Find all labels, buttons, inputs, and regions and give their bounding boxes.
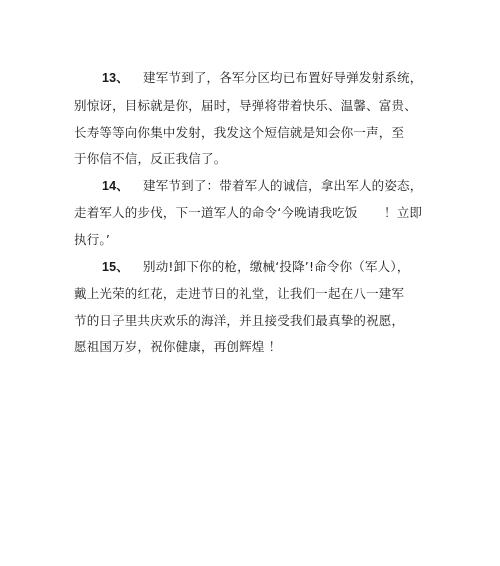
paragraph-13-line-4: 于你信不信，反正我信了。 [74, 151, 227, 166]
paragraph-15-line-4: 愿祖国万岁，祝你健康，再创辉煌 ！ [74, 339, 282, 354]
paragraph-13-text-1: 建军节到了，各军分区均已布置好导弹发射系统， [143, 70, 423, 85]
paragraph-13-number: 13、 [102, 71, 130, 85]
paragraph-15-text-1: 别动!卸下你的枪，缴械‘投降’!命令你（军人）， [143, 259, 410, 274]
paragraph-15-number: 15、 [102, 260, 130, 274]
paragraph-15-line-1 [102, 259, 410, 275]
paragraph-14-text-1: 建军节到了：带着军人的诚信，拿出军人的姿态， [143, 178, 423, 193]
paragraph-13-line-2: 别惊讶，目标就是你，届时，导弹将带着快乐、温馨、富贵、 [74, 98, 417, 113]
paragraph-13-line-3: 长寿等等向你集中发射，我发这个短信就是知会你一声，至 [74, 125, 405, 140]
paragraph-14-line-3: 执行。’ [74, 232, 111, 247]
paragraph-14-number: 14、 [102, 179, 130, 193]
paragraph-14-line-2-tail: ！立即 [384, 205, 423, 220]
paragraph-14-line-1 [102, 178, 422, 194]
paragraph-13-line-1 [102, 70, 422, 86]
paragraph-15-line-2: 戴上光荣的红花，走进节日的礼堂，让我们一起在八一建军 [74, 286, 405, 301]
paragraph-15-line-3: 节的日子里共庆欢乐的海洋，并且接受我们最真挚的祝愿， [74, 313, 405, 328]
paragraph-14-line-2: 走着军人的步伐，下一道军人的命令‘今晚请我吃饭 [74, 205, 358, 220]
